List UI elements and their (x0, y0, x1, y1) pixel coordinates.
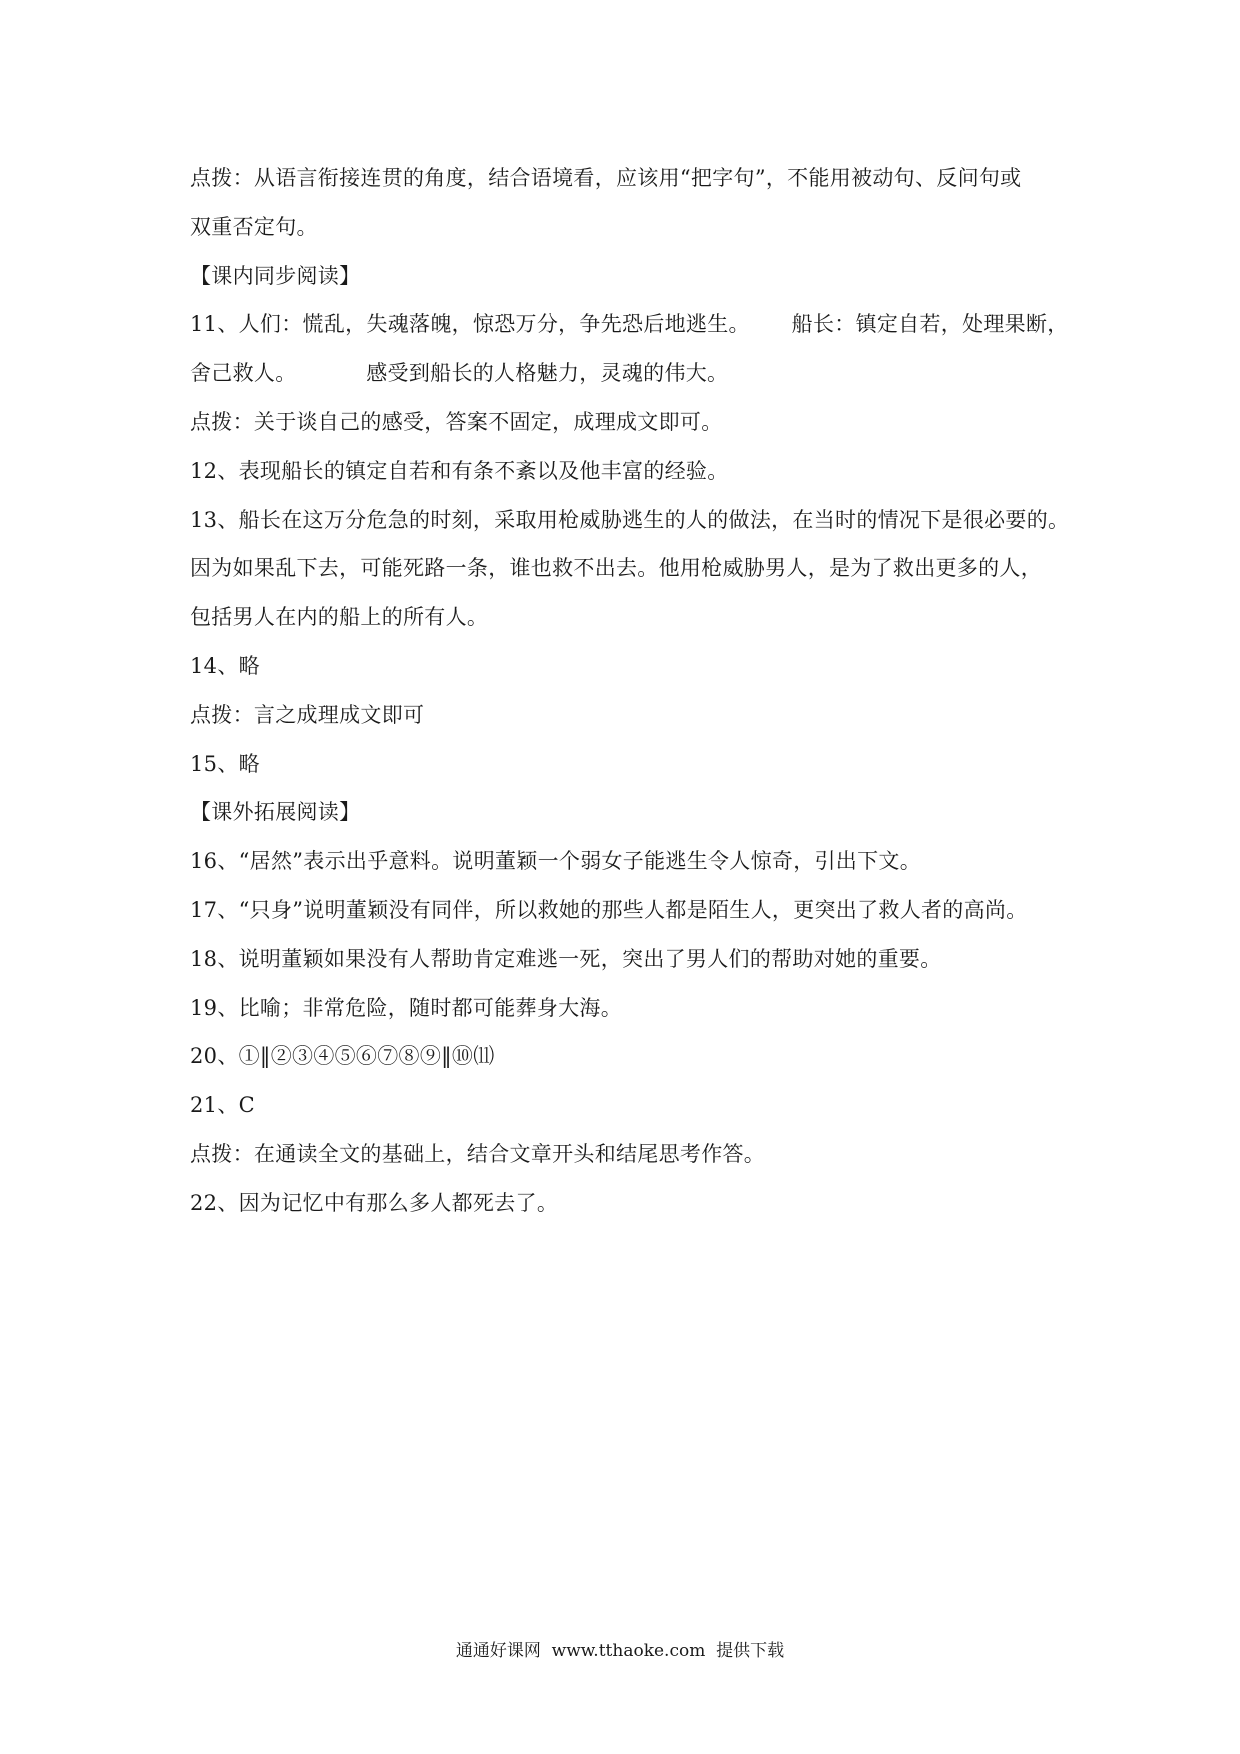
section-heading: 【课外拓展阅读】 (190, 800, 361, 825)
text-line: 舍己救人。 感受到船长的人格魅力，灵魂的伟大。 (190, 361, 729, 386)
text-line: 点拨：言之成理成文即可 (190, 702, 425, 727)
text-line: 13、船长在这万分危急的时刻，采取用枪威胁逃生的人的做法，在当时的情况下是很必要的。 (190, 507, 1070, 532)
section-heading: 【课内同步阅读】 (190, 263, 361, 288)
text-line: 19、比喻；非常危险，随时都可能葬身大海。 (190, 995, 623, 1020)
page-footer: 通通好课网 www.tthaoke.com 提供下载 (455, 1641, 785, 1661)
text-line: 双重否定句。 (190, 214, 318, 239)
text-line: 因为如果乱下去，可能死路一条，谁也救不出去。他用枪威胁男人，是为了救出更多的人， (190, 556, 1042, 581)
text-line: 包括男人在内的船上的所有人。 (190, 605, 489, 630)
text-line: 20、①‖②③④⑤⑥⑦⑧⑨‖⑩⑾ (190, 1044, 495, 1069)
text-line: 11、人们：慌乱，失魂落魄，惊恐万分，争先恐后地逃生。 船长：镇定自若，处理果断， (190, 312, 1069, 337)
text-line: 18、说明董颖如果没有人帮助肯定难逃一死，突出了男人们的帮助对她的重要。 (190, 946, 942, 971)
text-line: 点拨：关于谈自己的感受，答案不固定，成理成文即可。 (190, 409, 723, 434)
text-line: 22、因为记忆中有那么多人都死去了。 (190, 1190, 559, 1215)
text-line: 16、“居然”表示出乎意料。说明董颖一个弱女子能逃生令人惊奇，引出下文。 (190, 849, 921, 874)
document-body (190, 154, 1070, 1228)
text-line: 15、略 (190, 751, 260, 776)
text-line: 21、C (190, 1093, 255, 1118)
text-line: 14、略 (190, 653, 260, 678)
text-line: 17、“只身”说明董颖没有同伴，所以救她的那些人都是陌生人，更突出了救人者的高尚。 (190, 897, 1028, 922)
text-line: 12、表现船长的镇定自若和有条不紊以及他丰富的经验。 (190, 458, 729, 483)
text-line: 点拨：从语言衔接连贯的角度，结合语境看，应该用“把字句”，不能用被动句、反问句或 (190, 166, 1022, 190)
text-line: 点拨：在通读全文的基础上，结合文章开头和结尾思考作答。 (190, 1141, 766, 1166)
